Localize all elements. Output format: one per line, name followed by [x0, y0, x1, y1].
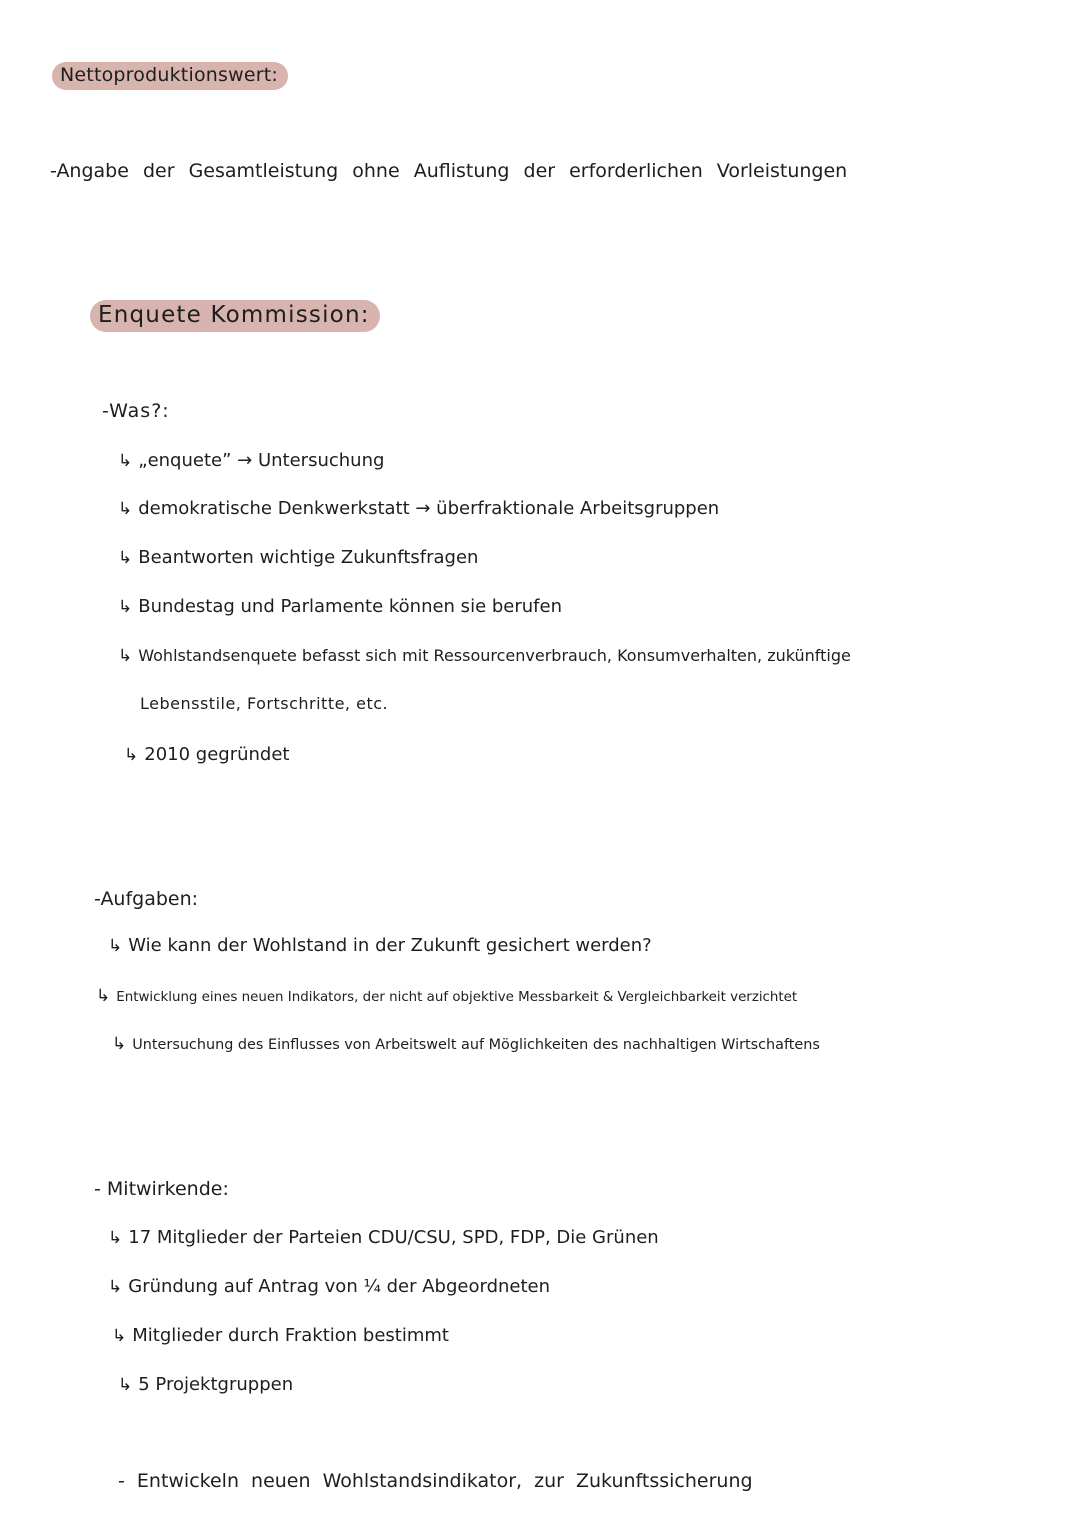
list-item: ↳ Wohlstandsenquete befasst sich mit Ressourcenverbrauch, Konsumverhalten, zukünftige: [118, 646, 851, 666]
arrow-icon: ↳: [118, 646, 133, 666]
list-item: ↳ Gründung auf Antrag von ¼ der Abgeordneten: [108, 1276, 551, 1297]
arrow-icon: ↳: [96, 986, 111, 1006]
list-item: ↳ demokratische Denkwerkstatt → überfraktionale Arbeitsgruppen: [118, 498, 720, 519]
arrow-icon: ↳: [108, 936, 123, 956]
arrow-icon: ↳: [124, 745, 139, 765]
arrow-icon: ↳: [108, 1277, 123, 1297]
arrow-icon: ↳: [118, 1375, 133, 1395]
list-item: ↳ 5 Projektgruppen: [118, 1374, 294, 1395]
list-item: ↳ 2010 gegründet: [124, 744, 290, 765]
list-item: ↳ 17 Mitglieder der Parteien CDU/CSU, SPD, FDP, Die Grünen: [108, 1227, 659, 1248]
list-item: ↳ „enquete” → Untersuchung: [118, 450, 385, 471]
list-item-continuation: Lebensstile, Fortschritte, etc.: [140, 694, 389, 713]
arrow-icon: ↳: [112, 1326, 127, 1346]
aufgaben-label: -Aufgaben:: [94, 888, 199, 910]
definition-line: -Angabe der Gesamtleistung ohne Auflistung der erforderlichen Vorleistungen: [50, 160, 848, 182]
heading-nettoproduktionswert: Nettoproduktionswert:: [52, 62, 288, 90]
arrow-icon: ↳: [118, 597, 133, 617]
arrow-icon: ↳: [112, 1034, 127, 1054]
arrow-icon: ↳: [108, 1228, 123, 1248]
list-item: ↳ Entwicklung eines neuen Indikators, der nicht auf objektive Messbarkeit & Vergleichbarkeit verzichtet: [96, 986, 798, 1006]
list-item: ↳ Wie kann der Wohlstand in der Zukunft gesichert werden?: [108, 935, 652, 956]
was-label: -Was?:: [102, 400, 170, 422]
list-item: ↳ Untersuchung des Einflusses von Arbeitswelt auf Möglichkeiten des nachhaltigen Wirtschaftens: [112, 1034, 820, 1054]
list-item: ↳ Beantworten wichtige Zukunftsfragen: [118, 547, 479, 568]
heading-enquete-kommission: Enquete Kommission:: [90, 300, 380, 332]
mitwirkende-label: - Mitwirkende:: [94, 1178, 229, 1200]
arrow-icon: ↳: [118, 451, 133, 471]
arrow-icon: ↳: [118, 548, 133, 568]
closing-line: - Entwickeln neuen Wohlstandsindikator, zur Zukunftssicherung: [118, 1470, 753, 1492]
arrow-icon: ↳: [118, 499, 133, 519]
list-item: ↳ Bundestag und Parlamente können sie berufen: [118, 596, 562, 617]
list-item: ↳ Mitglieder durch Fraktion bestimmt: [112, 1325, 449, 1346]
